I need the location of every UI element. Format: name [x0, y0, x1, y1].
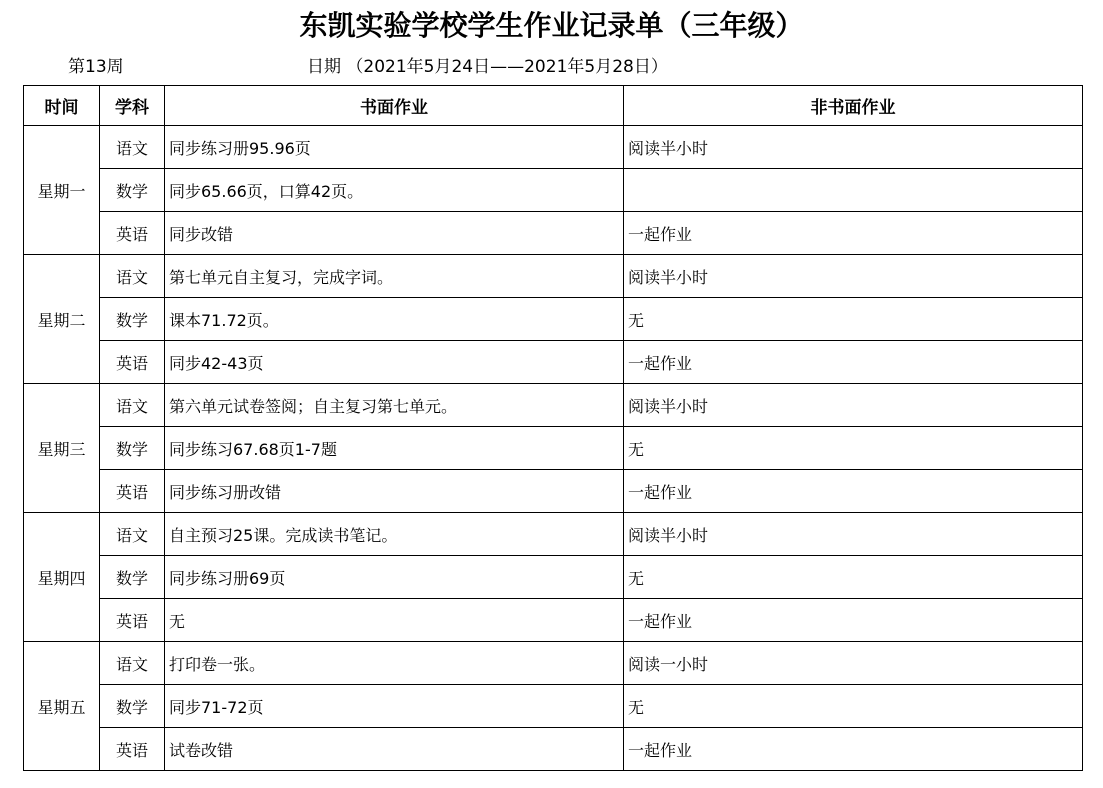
nonwritten-cell: 一起作业	[624, 728, 1083, 771]
nonwritten-cell: 无	[624, 556, 1083, 599]
subject-cell: 数学	[100, 556, 165, 599]
header-written: 书面作业	[165, 86, 624, 126]
table-row	[24, 427, 1083, 470]
written-cell: 打印卷一张。	[165, 642, 624, 685]
subject-cell: 数学	[100, 427, 165, 470]
written-cell: 第七单元自主复习，完成字词。	[165, 255, 624, 298]
subject-cell: 数学	[100, 169, 165, 212]
table-row	[24, 341, 1083, 384]
subject-cell: 英语	[100, 470, 165, 513]
written-cell: 同步练习册改错	[165, 470, 624, 513]
nonwritten-cell: 阅读半小时	[624, 126, 1083, 169]
written-cell: 无	[165, 599, 624, 642]
nonwritten-cell: 一起作业	[624, 341, 1083, 384]
subject-cell: 英语	[100, 341, 165, 384]
day-cell: 星期一	[24, 126, 100, 255]
subject-cell: 语文	[100, 126, 165, 169]
table-row	[24, 599, 1083, 642]
written-cell: 第六单元试卷签阅；自主复习第七单元。	[165, 384, 624, 427]
day-cell: 星期四	[24, 513, 100, 642]
subject-cell: 语文	[100, 384, 165, 427]
header-nonwritten: 非书面作业	[624, 86, 1083, 126]
nonwritten-cell: 无	[624, 298, 1083, 341]
written-cell: 同步练习册95.96页	[165, 126, 624, 169]
written-cell: 同步练习67.68页1-7题	[165, 427, 624, 470]
homework-table	[23, 85, 1083, 771]
table-row	[24, 556, 1083, 599]
table-row	[24, 255, 1083, 298]
table-row	[24, 470, 1083, 513]
table-row	[24, 685, 1083, 728]
nonwritten-cell	[624, 169, 1083, 212]
written-cell: 同步65.66页，口算42页。	[165, 169, 624, 212]
table-row	[24, 513, 1083, 556]
subject-cell: 数学	[100, 685, 165, 728]
day-cell: 星期五	[24, 642, 100, 771]
nonwritten-cell: 一起作业	[624, 212, 1083, 255]
written-cell: 自主预习25课。完成读书笔记。	[165, 513, 624, 556]
table-row	[24, 642, 1083, 685]
header-row	[24, 86, 1083, 126]
written-cell: 同步练习册69页	[165, 556, 624, 599]
week-label: 第13周	[68, 57, 124, 77]
day-cell: 星期三	[24, 384, 100, 513]
subject-cell: 语文	[100, 255, 165, 298]
subject-cell: 数学	[100, 298, 165, 341]
header-subject: 学科	[100, 86, 165, 126]
subject-cell: 英语	[100, 212, 165, 255]
page-title: 东凯实验学校学生作业记录单（三年级）	[299, 9, 804, 42]
day-cell: 星期二	[24, 255, 100, 384]
subject-cell: 英语	[100, 728, 165, 771]
table-row	[24, 169, 1083, 212]
date-range: 日期 （2021年5月24日——2021年5月28日）	[307, 57, 668, 77]
table-row	[24, 212, 1083, 255]
written-cell: 课本71.72页。	[165, 298, 624, 341]
table-row	[24, 384, 1083, 427]
table-row	[24, 298, 1083, 341]
nonwritten-cell: 一起作业	[624, 599, 1083, 642]
subject-cell: 英语	[100, 599, 165, 642]
header-time: 时间	[24, 86, 100, 126]
nonwritten-cell: 阅读半小时	[624, 384, 1083, 427]
written-cell: 同步71-72页	[165, 685, 624, 728]
table-row	[24, 728, 1083, 771]
nonwritten-cell: 无	[624, 427, 1083, 470]
nonwritten-cell: 阅读半小时	[624, 513, 1083, 556]
table-row	[24, 126, 1083, 169]
nonwritten-cell: 一起作业	[624, 470, 1083, 513]
subject-cell: 语文	[100, 513, 165, 556]
written-cell: 同步42-43页	[165, 341, 624, 384]
written-cell: 同步改错	[165, 212, 624, 255]
written-cell: 试卷改错	[165, 728, 624, 771]
subject-cell: 语文	[100, 642, 165, 685]
nonwritten-cell: 阅读一小时	[624, 642, 1083, 685]
nonwritten-cell: 无	[624, 685, 1083, 728]
nonwritten-cell: 阅读半小时	[624, 255, 1083, 298]
